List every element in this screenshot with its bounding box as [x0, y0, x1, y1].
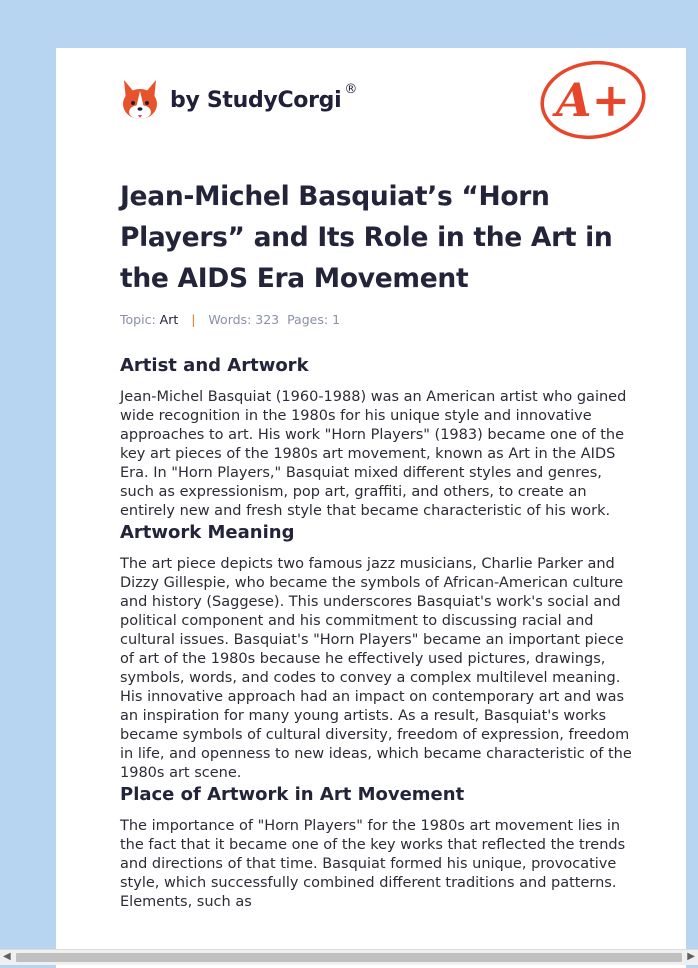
topic-value[interactable]: Art [159, 312, 179, 327]
studycorgi-logo[interactable] [120, 76, 357, 124]
document-meta [120, 312, 340, 327]
corgi-icon [120, 78, 160, 122]
scroll-right-icon[interactable]: ▶ [687, 951, 695, 962]
pages-label: Pages: [287, 312, 329, 327]
section-heading: Artist and Artwork [120, 355, 309, 376]
scrollbar-thumb[interactable] [16, 953, 682, 962]
meta-separator: | [191, 312, 196, 327]
section-paragraph: The art piece depicts two famous jazz musicians, Charlie Parker and Dizzy Gillespie, who became the symbols of African-American culture and history (Saggese). This underscores Basquiat's work's social and political component and his commitment to discussing racial and cultural issues. Basquiat's "Horn Players" became an important piece of art of the 1980s because he effectively used pictures, drawings, symbols, words, and codes to convey a complex multilevel meaning. His innovative approach had an impact on contemporary art and was an inspiration for many young artists. As a result, Basquiat's works became symbols of cultural diversity, freedom of expression, freedom in life, and openness to new ideas, which became characteristic of the 1980s art scene. [120, 556, 632, 781]
registered-mark: ® [344, 81, 358, 97]
document-page [56, 48, 686, 968]
pages-value: 1 [332, 312, 341, 327]
document-body [120, 354, 640, 912]
document-title: Jean-Michel Basquiat’s “Horn Players” and Its Role in the Art in the AIDS Era Movement [120, 181, 613, 294]
section-paragraph: Jean-Michel Basquiat (1960-1988) was an American artist who gained wide recognition in the 1980s for his unique style and innovative approaches to art. His work "Horn Players" (1983) became one of the key art pieces of the 1980s art movement, known as Art in the AIDS Era. In "Horn Players," Basquiat mixed different styles and genres, such as expressionism, pop art, graffiti, and others, to create an entirely new and fresh style that became characteristic of his work. [120, 389, 627, 519]
words-value: 323 [255, 312, 280, 327]
scroll-left-icon[interactable]: ◀ [3, 951, 11, 962]
words-label: Words: [208, 312, 252, 327]
horizontal-scrollbar[interactable] [0, 949, 698, 965]
grade-text: A+ [555, 73, 631, 127]
section-paragraph: The importance of "Horn Players" for the 1980s art movement lies in the fact that it became one of the key works that reflected the trends and directions of that time. Basquiat formed his unique, provocative style, which successfully combined different traditions and patterns. Elements, such as [120, 818, 626, 910]
brand-name: by StudyCorgi ® [170, 81, 358, 113]
topic-label: Topic: [120, 312, 156, 327]
grade-badge [538, 60, 648, 146]
section-heading: Place of Artwork in Art Movement [120, 784, 465, 805]
section-heading: Artwork Meaning [120, 522, 295, 543]
